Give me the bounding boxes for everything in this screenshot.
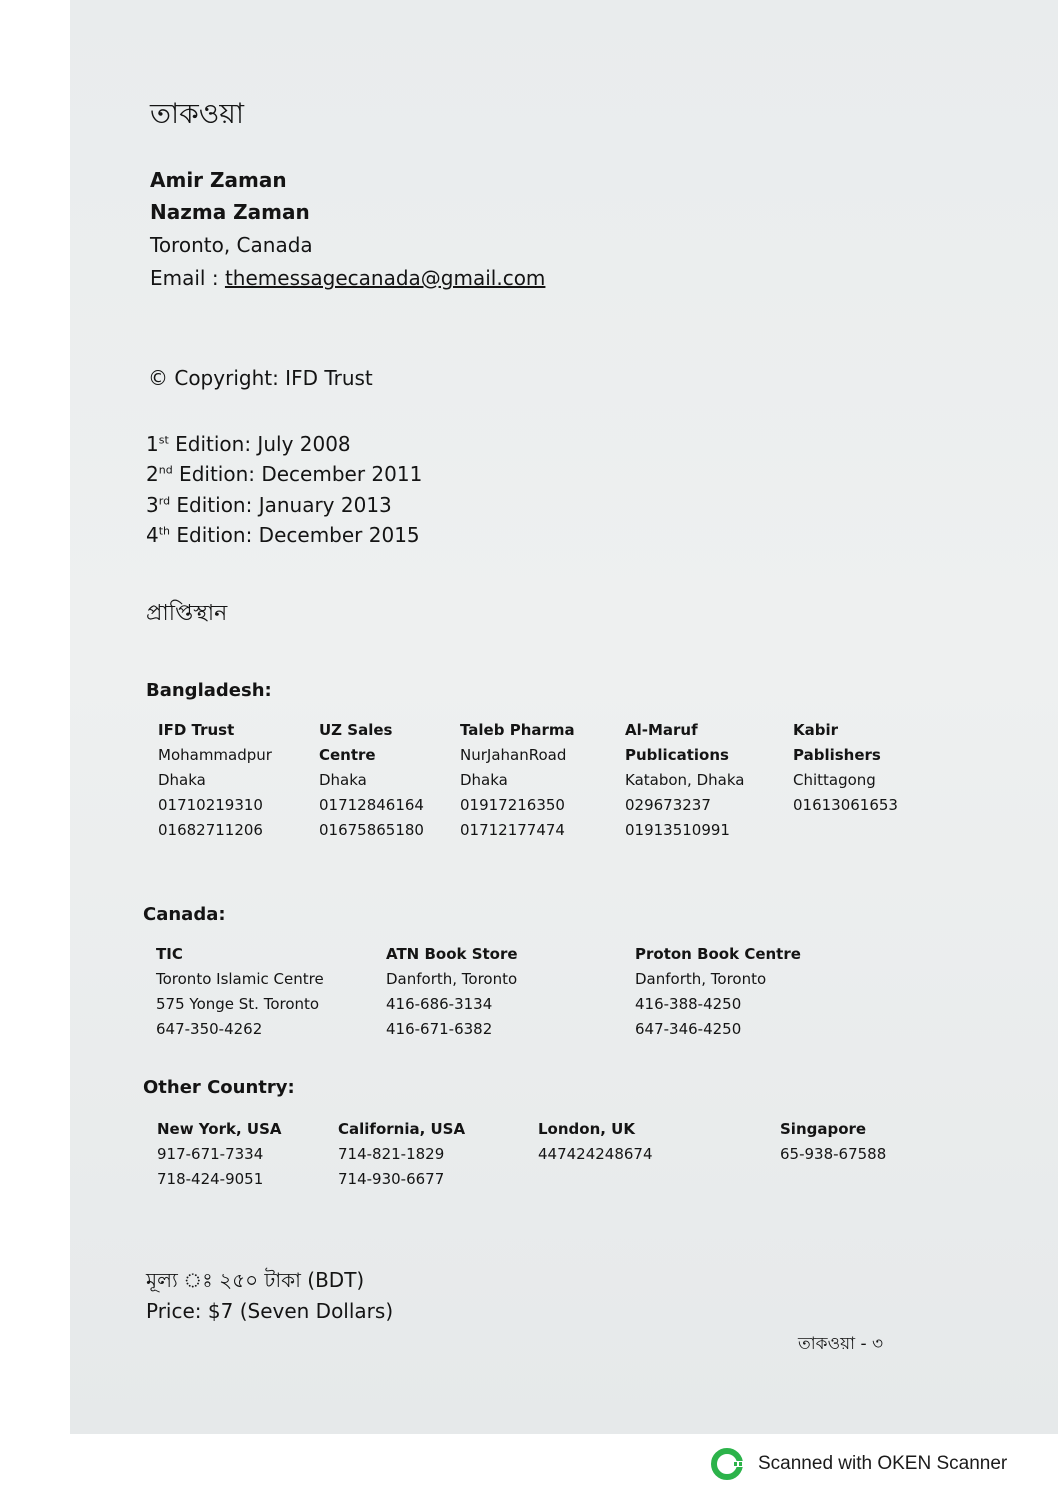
bangladesh-heading: Bangladesh: — [146, 680, 272, 701]
email-line — [150, 266, 545, 290]
canada-heading: Canada: — [143, 904, 226, 925]
bd-vendor-taleb-pharma: Taleb Pharma NurJahanRoad Dhaka 01917216350 01712177474 — [460, 721, 575, 839]
price-bdt: মূল্য ঃ ২৫০ টাকা (BDT) — [146, 1268, 365, 1292]
edition-3: 3rd Edition: January 2013 — [146, 493, 392, 517]
ca-vendor-atn: ATN Book Store Danforth, Toronto 416-686-3134 416-671-6382 — [386, 945, 518, 1038]
bd-vendor-ifd-trust: IFD Trust Mohammadpur Dhaka 01710219310 01682711206 — [158, 721, 272, 839]
other-vendor-singapore: Singapore 65-938-67588 — [780, 1120, 887, 1163]
copyright: © Copyright: IFD Trust — [148, 366, 373, 390]
other-vendor-new-york: New York, USA 917-671-7334 718-424-9051 — [157, 1120, 282, 1188]
edition-1: 1st Edition: July 2008 — [146, 432, 351, 456]
email-label: Email : — [150, 266, 225, 290]
scanner-watermark-text: Scanned with OKEN Scanner — [758, 1453, 1008, 1474]
page-number: তাকওয়া - ৩ — [798, 1334, 884, 1354]
book-title: তাকওয়া — [150, 97, 244, 130]
email-link[interactable]: themessagecanada@gmail.com — [224, 266, 546, 290]
other-vendor-california: California, USA 714-821-1829 714-930-6677 — [338, 1120, 466, 1188]
edition-4: 4th Edition: December 2015 — [146, 523, 420, 547]
ca-vendor-proton: Proton Book Centre Danforth, Toronto 416-388-4250 647-346-4250 — [635, 945, 801, 1038]
price-usd: Price: $7 (Seven Dollars) — [146, 1299, 394, 1323]
bd-vendor-kabir: Kabir Pablishers Chittagong 01613061653 — [793, 721, 898, 814]
bd-vendor-al-maruf: Al-Maruf Publications Katabon, Dhaka 029673237 01913510991 — [625, 721, 745, 839]
author-2: Nazma Zaman — [150, 200, 310, 224]
edition-2: 2nd Edition: December 2011 — [146, 462, 423, 486]
other-country-heading: Other Country: — [143, 1077, 295, 1098]
author-1: Amir Zaman — [150, 168, 287, 192]
bd-vendor-uz-sales: UZ Sales Centre Dhaka 01712846164 01675865180 — [319, 721, 424, 839]
scanner-watermark — [710, 1447, 1007, 1481]
ca-vendor-tic: TIC Toronto Islamic Centre 575 Yonge St. Toronto 647-350-4262 — [156, 945, 324, 1038]
oken-scanner-icon — [710, 1447, 744, 1481]
author-location: Toronto, Canada — [150, 233, 313, 257]
availability-heading: প্রাপ্তিস্থান — [146, 601, 228, 626]
other-vendor-london: London, UK 447424248674 — [538, 1120, 653, 1163]
